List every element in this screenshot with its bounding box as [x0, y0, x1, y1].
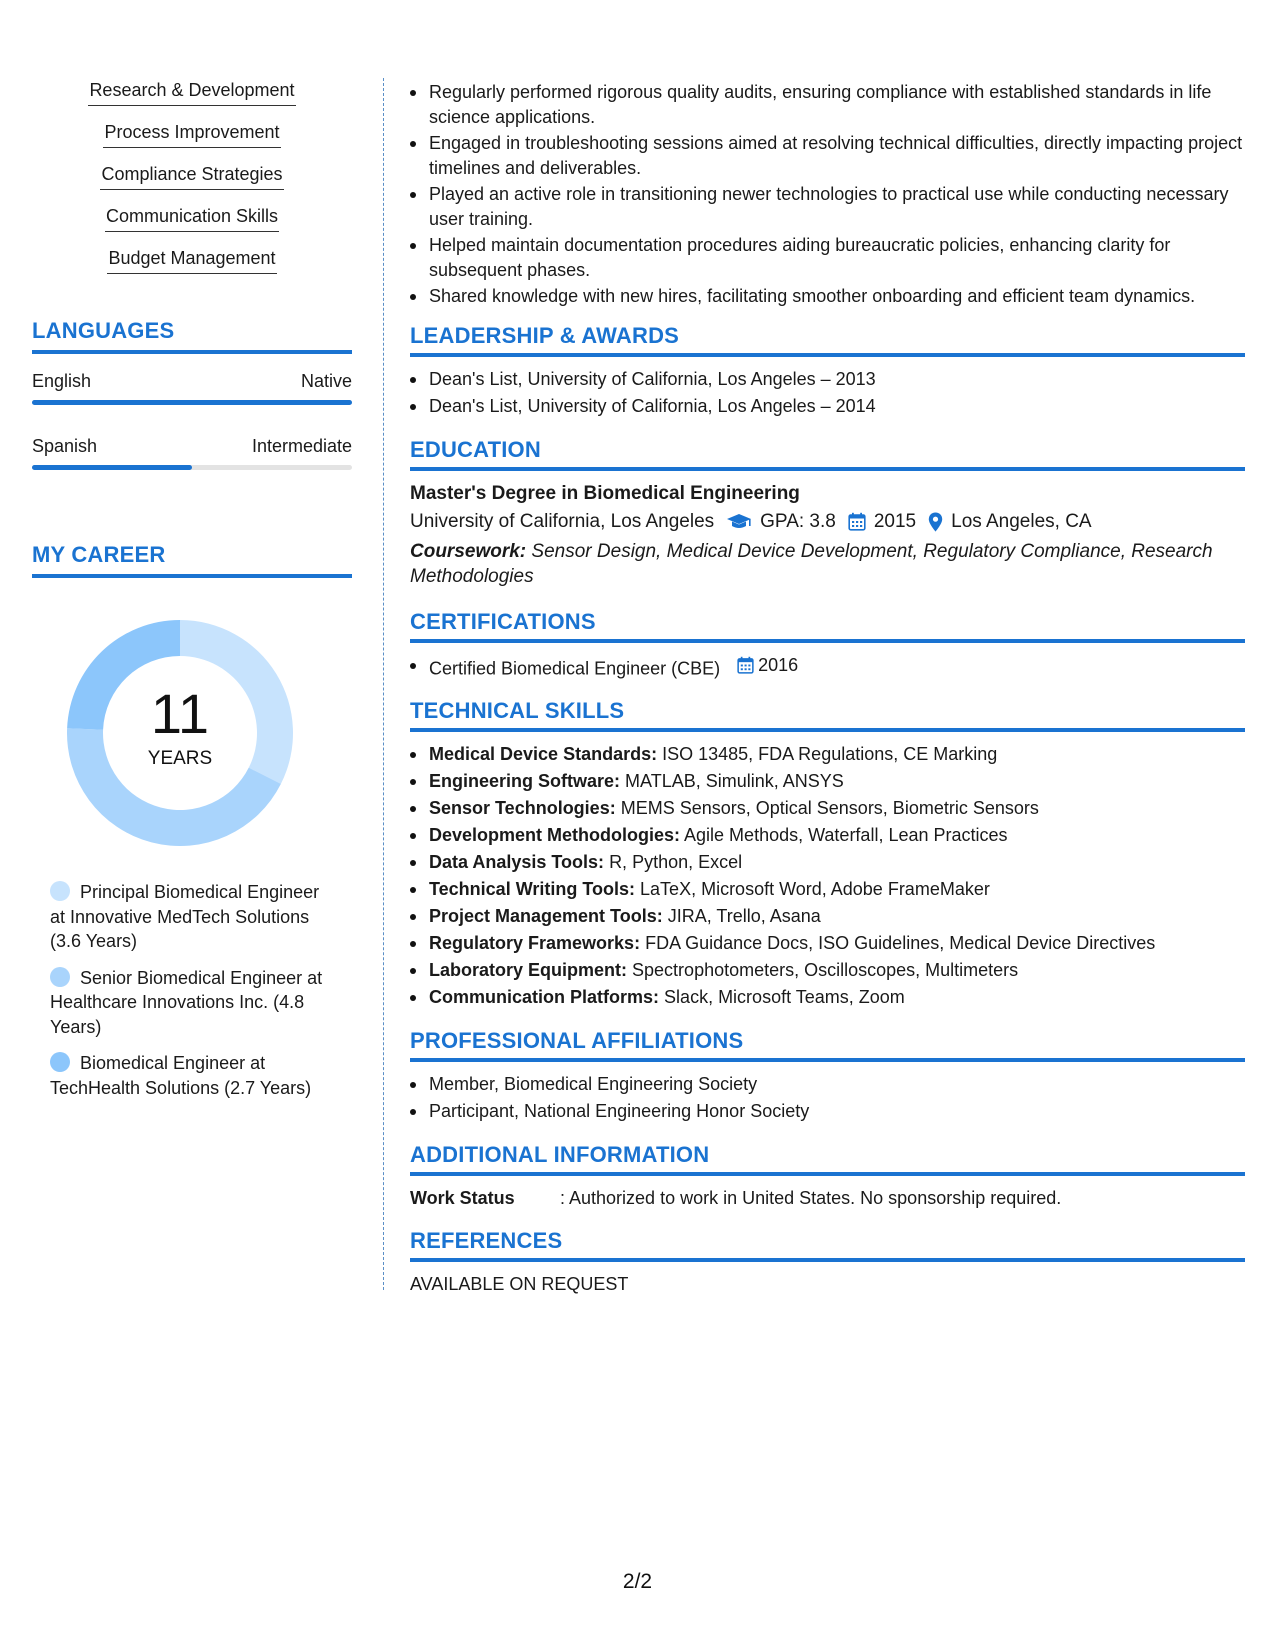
skill-values: Slack, Microsoft Teams, Zoom — [664, 987, 905, 1008]
language-proficiency-fill — [32, 465, 192, 470]
career-total-unit: YEARS — [147, 748, 213, 769]
affiliation-item: Member, Biomedical Engineering Society — [410, 1072, 1245, 1097]
skill-item — [32, 120, 352, 148]
affiliation-item: Participant, National Engineering Honor Society — [410, 1099, 1245, 1124]
experience-bullet: Regularly performed rigorous quality audits, ensuring compliance with established standards in life science applications. — [410, 80, 1245, 129]
skill-category: Technical Writing Tools: — [429, 879, 636, 900]
certifications-list — [410, 653, 1245, 681]
coursework-text: Sensor Design, Medical Device Development, Regulatory Compliance, Research Methodologies — [410, 540, 1213, 587]
skill-category: Project Management Tools: — [429, 906, 663, 927]
education-school: University of California, Los Angeles — [410, 510, 715, 532]
education-degree: Master's Degree in Biomedical Engineering — [410, 482, 800, 504]
calendar-icon — [737, 656, 754, 674]
skill-category: Data Analysis Tools: — [429, 852, 605, 873]
language-spanish — [32, 435, 352, 470]
year-text: 2015 — [873, 510, 917, 532]
legend-label: Senior Biomedical Engineer at Healthcare Innovations Inc. (4.8 Years) — [50, 967, 323, 1037]
experience-bullet: Shared knowledge with new hires, facilitating smoother onboarding and efficient team dynamics. — [410, 284, 1245, 309]
career-legend-item — [50, 880, 330, 954]
map-pin-icon — [928, 512, 943, 532]
skill-values: Spectrophotometers, Oscilloscopes, Multimeters — [632, 960, 1019, 981]
references-heading: REFERENCES — [410, 1228, 1245, 1262]
legend-dot — [50, 1052, 70, 1072]
legend-label: Principal Biomedical Engineer at Innovative MedTech Solutions (3.6 Years) — [50, 882, 320, 951]
skill-values: FDA Guidance Docs, ISO Guidelines, Medical Device Directives — [645, 933, 1156, 954]
certification-name: Certified Biomedical Engineer (CBE) — [429, 657, 721, 678]
technical-skill-item — [410, 850, 1245, 875]
skill-category: Communication Platforms: — [429, 987, 660, 1008]
technical-skill-item — [410, 958, 1245, 983]
career-donut-chart — [67, 620, 293, 846]
experience-bullet: Helped maintain documentation procedures aiding bureaucratic policies, enhancing clarity for subsequent phases. — [410, 233, 1245, 282]
language-english — [32, 370, 352, 405]
left-column — [32, 78, 352, 1112]
experience-bullet: Played an active role in transitioning newer technologies to practical use while conducting necessary user training. — [410, 182, 1245, 231]
technical-skill-item — [410, 877, 1245, 902]
references-text: AVAILABLE ON REQUEST — [410, 1274, 629, 1295]
leadership-list — [410, 367, 1245, 419]
experience-bullets — [410, 80, 1245, 309]
technical-skill-item — [410, 931, 1245, 956]
education-gpa — [726, 507, 836, 537]
work-status-value: : Authorized to work in United States. No sponsorship required. — [560, 1188, 1062, 1209]
technical-skill-item — [410, 742, 1245, 767]
language-proficiency-bar — [32, 465, 352, 470]
graduation-cap-icon — [726, 513, 752, 531]
career-legend-item — [50, 966, 330, 1040]
skill-item — [32, 78, 352, 106]
skill-values: MATLAB, Simulink, ANSYS — [625, 771, 844, 792]
gpa-text: GPA: 3.8 — [760, 510, 836, 532]
donut-center — [67, 620, 293, 846]
skill-category: Laboratory Equipment: — [429, 960, 628, 981]
leadership-heading: LEADERSHIP & AWARDS — [410, 323, 1245, 357]
affiliations-heading: PROFESSIONAL AFFILIATIONS — [410, 1028, 1245, 1062]
skill-item — [32, 246, 352, 274]
skill-item — [32, 204, 352, 232]
education-coursework — [410, 539, 1245, 589]
skill-values: LaTeX, Microsoft Word, Adobe FrameMaker — [640, 879, 990, 900]
skill-item — [32, 162, 352, 190]
technical-skill-item — [410, 796, 1245, 821]
language-level: Native — [300, 371, 352, 391]
work-status-row — [410, 1186, 1245, 1210]
skill-label: Communication Skills — [105, 204, 279, 232]
skill-label: Budget Management — [107, 246, 276, 274]
certification-date — [737, 653, 798, 678]
language-proficiency-bar — [32, 400, 352, 405]
right-column — [410, 80, 1245, 1296]
skill-values: ISO 13485, FDA Regulations, CE Marking — [662, 744, 998, 765]
calendar-icon — [848, 512, 866, 531]
technical-skill-item — [410, 985, 1245, 1010]
skill-values: Agile Methods, Waterfall, Lean Practices — [684, 825, 1008, 846]
skill-category: Development Methodologies: — [429, 825, 681, 846]
skill-category: Medical Device Standards: — [429, 744, 658, 765]
education-heading: EDUCATION — [410, 437, 1245, 471]
career-legend-item — [50, 1051, 330, 1100]
skill-category: Engineering Software: — [429, 771, 621, 792]
skill-label: Compliance Strategies — [100, 162, 283, 190]
language-level: Intermediate — [251, 436, 352, 456]
legend-label: Biomedical Engineer at TechHealth Solutions (2.7 Years) — [50, 1053, 312, 1098]
skills-list — [32, 78, 352, 274]
skill-category: Regulatory Frameworks: — [429, 933, 641, 954]
technical-skill-item — [410, 904, 1245, 929]
experience-bullet: Engaged in troubleshooting sessions aimed at resolving technical difficulties, directly impacting project timelines and deliverables. — [410, 131, 1245, 180]
career-heading: MY CAREER — [32, 542, 352, 578]
column-divider — [383, 78, 384, 1290]
education-location — [928, 507, 1091, 537]
language-proficiency-fill — [32, 400, 352, 405]
skill-label: Research & Development — [88, 78, 295, 106]
technical-skill-item — [410, 769, 1245, 794]
certifications-heading: CERTIFICATIONS — [410, 609, 1245, 643]
career-legend — [50, 880, 330, 1100]
skill-values: JIRA, Trello, Asana — [667, 906, 821, 927]
education-year — [848, 507, 916, 537]
skill-values: R, Python, Excel — [609, 852, 743, 873]
skill-values: MEMS Sensors, Optical Sensors, Biometric Sensors — [620, 798, 1039, 819]
skill-category: Sensor Technologies: — [429, 798, 616, 819]
technical-skill-item — [410, 823, 1245, 848]
language-name: Spanish — [32, 436, 98, 456]
skill-label: Process Improvement — [103, 120, 280, 148]
work-status-key: Work Status — [410, 1188, 515, 1209]
leadership-item: Dean's List, University of California, Los Angeles – 2014 — [410, 394, 1245, 419]
technical-skills-list — [410, 742, 1245, 1010]
technical-skills-heading: TECHNICAL SKILLS — [410, 698, 1245, 732]
certification-item — [410, 653, 1245, 681]
legend-dot — [50, 881, 70, 901]
certification-year: 2016 — [758, 654, 799, 675]
location-text: Los Angeles, CA — [951, 510, 1092, 532]
language-name: English — [32, 371, 92, 391]
affiliations-list — [410, 1072, 1245, 1124]
languages-heading: LANGUAGES — [32, 318, 352, 354]
page-number: 2/2 — [622, 1570, 653, 1593]
education-details — [410, 507, 1245, 537]
leadership-item: Dean's List, University of California, Los Angeles – 2013 — [410, 367, 1245, 392]
coursework-label: Coursework: — [410, 540, 527, 562]
legend-dot — [50, 967, 70, 987]
additional-info-heading: ADDITIONAL INFORMATION — [410, 1142, 1245, 1176]
career-total-years: 11 — [150, 682, 210, 745]
